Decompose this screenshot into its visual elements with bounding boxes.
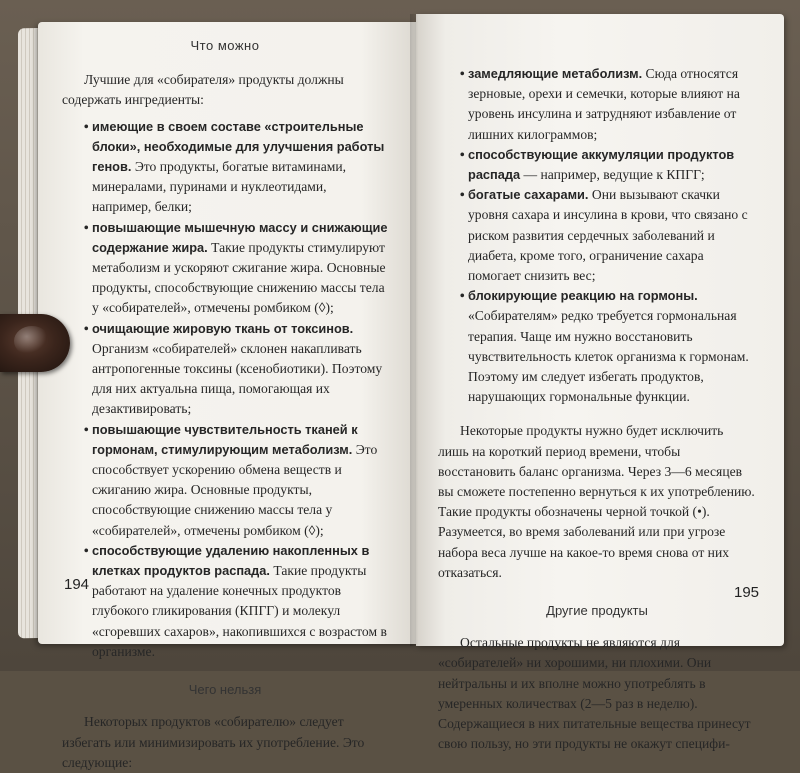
item-text: Сюда относятся зерновые, орехи и семечки, которые влияют на уровень инсулина и затрудняют избавление от лишних килограммов;	[468, 66, 740, 142]
list-item	[468, 185, 756, 286]
item-bold: повышающие мышечную массу и снижающие содержание жира.	[92, 219, 388, 255]
list-item	[468, 145, 756, 185]
list-item	[92, 319, 388, 420]
book-clip	[0, 314, 70, 372]
item-text: Организм «собирателей» склонен накапливать антропогенные токсины (ксенобиотики). Поэтому для них актуальна пища, помогающая их дезактивировать;	[92, 340, 383, 417]
list-item	[92, 117, 388, 218]
item-bold: способствующие удалению накопленных в клетках продуктов распада.	[92, 542, 370, 579]
list-item	[92, 218, 388, 319]
item-bold: замедляющие метаболизм.	[468, 66, 643, 81]
item-text: Такие продукты работают на удаление конечных продуктов глубокого гликирования (КПГГ) и молекул «сгоревших сахаров», накопившихся с возрастом в организме.	[92, 563, 387, 659]
item-bold: очищающие жировую ткань от токсинов.	[92, 320, 354, 336]
right-subhead: Другие продукты	[546, 603, 648, 619]
right-para-2: Остальные продукты не являются для «собирателей» ни хорошими, ни плохими. Они нейтральны и их вполне можно употреблять в умеренных количествах (2—5 раз в неделю). Содержащиеся в них питательные вещества принесут свою пользу, но эти продукты не окажут специфи-	[438, 635, 751, 752]
right-page-text	[438, 64, 756, 755]
item-bold: богатые сахарами.	[468, 187, 589, 203]
left-subhead: Чего нельзя	[188, 682, 262, 698]
item-text: Это способствует ускорению обмена веществ и сжиганию жира. Основные продукты, способствующие снижению массы тела у «собирателей», отмечены ромбиком (◊);	[92, 441, 378, 538]
right-para-1: Некоторые продукты нужно будет исключить лишь на короткий период времени, чтобы восстановить баланс организма. Через 3—6 месяцев вы сможете постепенно вернуться к их употреблению. Такие продукты обозначены черной точкой (•). Разумеется, во время заболеваний или при угрозе набора веса лучше на какое-то время снова от них отказаться.	[438, 423, 755, 580]
item-bold: имеющие в своем составе «строительные блоки», необходимые для улучшения работы генов.	[92, 118, 385, 175]
list-item	[468, 286, 756, 407]
list-item	[468, 64, 756, 145]
item-text: Это продукты, богатые витаминами, минералами, пуринами и нуклеотидами, например, белки;	[92, 159, 347, 215]
left-intro: Лучшие для «собирателя» продукты должны содержать ингредиенты:	[62, 72, 344, 108]
left-page-text	[62, 36, 388, 773]
list-item	[92, 541, 388, 662]
right-list	[438, 64, 756, 407]
book-gutter	[410, 14, 424, 646]
item-text: «Собирателям» редко требуется гормональная терапия. Чаще им нужно восстановить чувствительность клеток организма к гормонам. Поэтому им следует избегать продуктов, нарушающих гормональные функции.	[468, 308, 749, 405]
item-bold: блокирующие реакцию на гормоны.	[468, 288, 698, 304]
left-closing: Некоторых продуктов «собирателю» следует избегать или минимизировать их употребление. Это следующие:	[62, 714, 365, 770]
left-list	[62, 117, 388, 662]
page-number-right: 195	[734, 584, 760, 601]
list-item	[92, 420, 388, 541]
item-text: Они вызывают скачки уровня сахара и инсулина в крови, что связано с риском развития сердечных заболеваний и диабета, кроме того, ограничение сахара помогает снизить вес;	[468, 187, 748, 284]
item-text: — например, ведущие к КПГГ;	[520, 167, 705, 183]
item-bold: повышающие чувствительность тканей к гормонам, стимулирующим метаболизм.	[92, 421, 358, 457]
item-bold: способствующие аккумуляции продуктов распада	[468, 146, 735, 183]
item-text: Такие продукты стимулируют метаболизм и ускоряют сжигание жира. Основные продукты, способствующие снижению массы тела у «собирателей», отмечены ромбиком (◊);	[92, 239, 386, 316]
page-number-left: 194	[64, 576, 90, 593]
left-page-header: Что можно	[190, 38, 260, 53]
